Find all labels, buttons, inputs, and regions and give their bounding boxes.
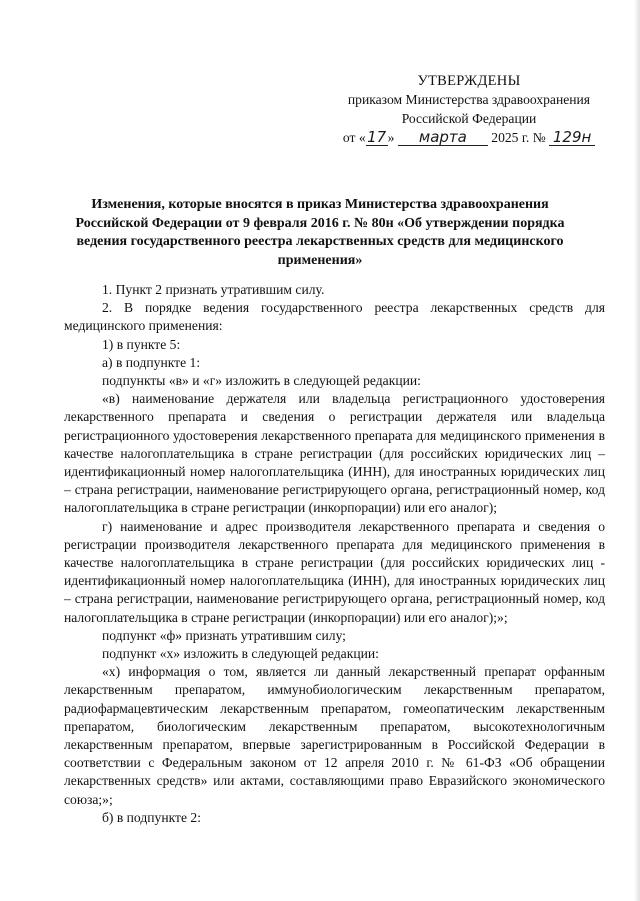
- paragraph-7: г) наименование и адрес производителя лекарственного препарата и сведения о регистрации производителя лекарственного препарата для медицинского применения в качестве налогоплательщика в стране регистрации (для российских юридических лиц - идентификационный номер налогоплательщика (ИНН), для иностранных юридических лиц – страна регистрации, наименование регистрирующего органа, регистрационный номер, код налогоплательщика в стране регистрации (инкорпорации) или его аналог);»;: [64, 518, 605, 625]
- paragraph-10: «х) информация о том, является ли данный лекарственный препарат орфанным лекарственным препаратом, иммунобиологическим лекарственным препаратом, радиофармацевтическим лекарственным препаратом, гомеопатическим лекарственным препаратом, биологическим лекарственным препаратом, высокотехнологичным лекарственным препаратом, впервые зарегистрированным в Российской Федерации в соответствии с Федеральным законом от 12 апреля 2010 г. № 61-ФЗ «Об обращении лекарственных средств» или актами, составляющими право Евразийского экономического союза;»;: [64, 664, 605, 807]
- date-year-suffix: 2025 г. №: [491, 130, 546, 145]
- paragraph-6: «в) наименование держателя или владельца регистрационного удостоверения лекарственного препарата и сведения о регистрации держателя или владельца регистрационного удостоверения лекарственного препарата для медицинского применения в качестве налогоплательщика в стране регистрации (для российских юридических лиц – идентификационный номер налогоплательщика (ИНН), для иностранных юридических лиц – страна регистрации, наименование регистрирующего органа, регистрационный номер, код налогоплательщика в стране регистрации (инкорпорации) или его аналог);: [64, 391, 605, 516]
- paragraph-3: 1) в пункте 5:: [102, 336, 181, 352]
- paragraph-5: подпункты «в» и «г» изложить в следующей редакции:: [102, 373, 421, 389]
- handwritten-month: марта: [398, 129, 488, 146]
- document-heading: Изменения, которые вносятся в приказ Министерства здравоохранения Российской Федерации от 9 февраля 2016 г. № 80н «Об утверждении порядка ведения государственного реестра лекарственных средств для медицинского применения»: [75, 197, 565, 268]
- paragraph-1: 1. Пункт 2 признать утратившим силу.: [102, 282, 325, 297]
- date-day-close: »: [387, 130, 395, 145]
- approval-date-line: [334, 129, 604, 149]
- handwritten-day: 17: [367, 128, 387, 146]
- approval-stamp: [334, 72, 604, 149]
- document-body: [64, 281, 605, 827]
- approval-line-1: приказом Министерства здравоохранения: [347, 92, 591, 107]
- paragraph-2: 2. В порядке ведения государственного реестра лекарственных средств для медицинского применения:: [64, 300, 605, 334]
- paragraph-8: подпункт «ф» признать утратившим силу;: [102, 627, 346, 643]
- scan-edge-shadow: [634, 0, 640, 901]
- paragraph-11: б) в подпункте 2:: [102, 809, 201, 825]
- approval-line-2: Российской Федерации: [401, 111, 537, 126]
- date-prefix: от «: [342, 130, 366, 145]
- approval-title: УТВЕРЖДЕНЫ: [417, 73, 521, 89]
- paragraph-4: а) в подпункте 1:: [102, 354, 201, 370]
- handwritten-number: 129н: [549, 129, 595, 146]
- paragraph-9: подпункт «х» изложить в следующей редакции:: [102, 646, 379, 662]
